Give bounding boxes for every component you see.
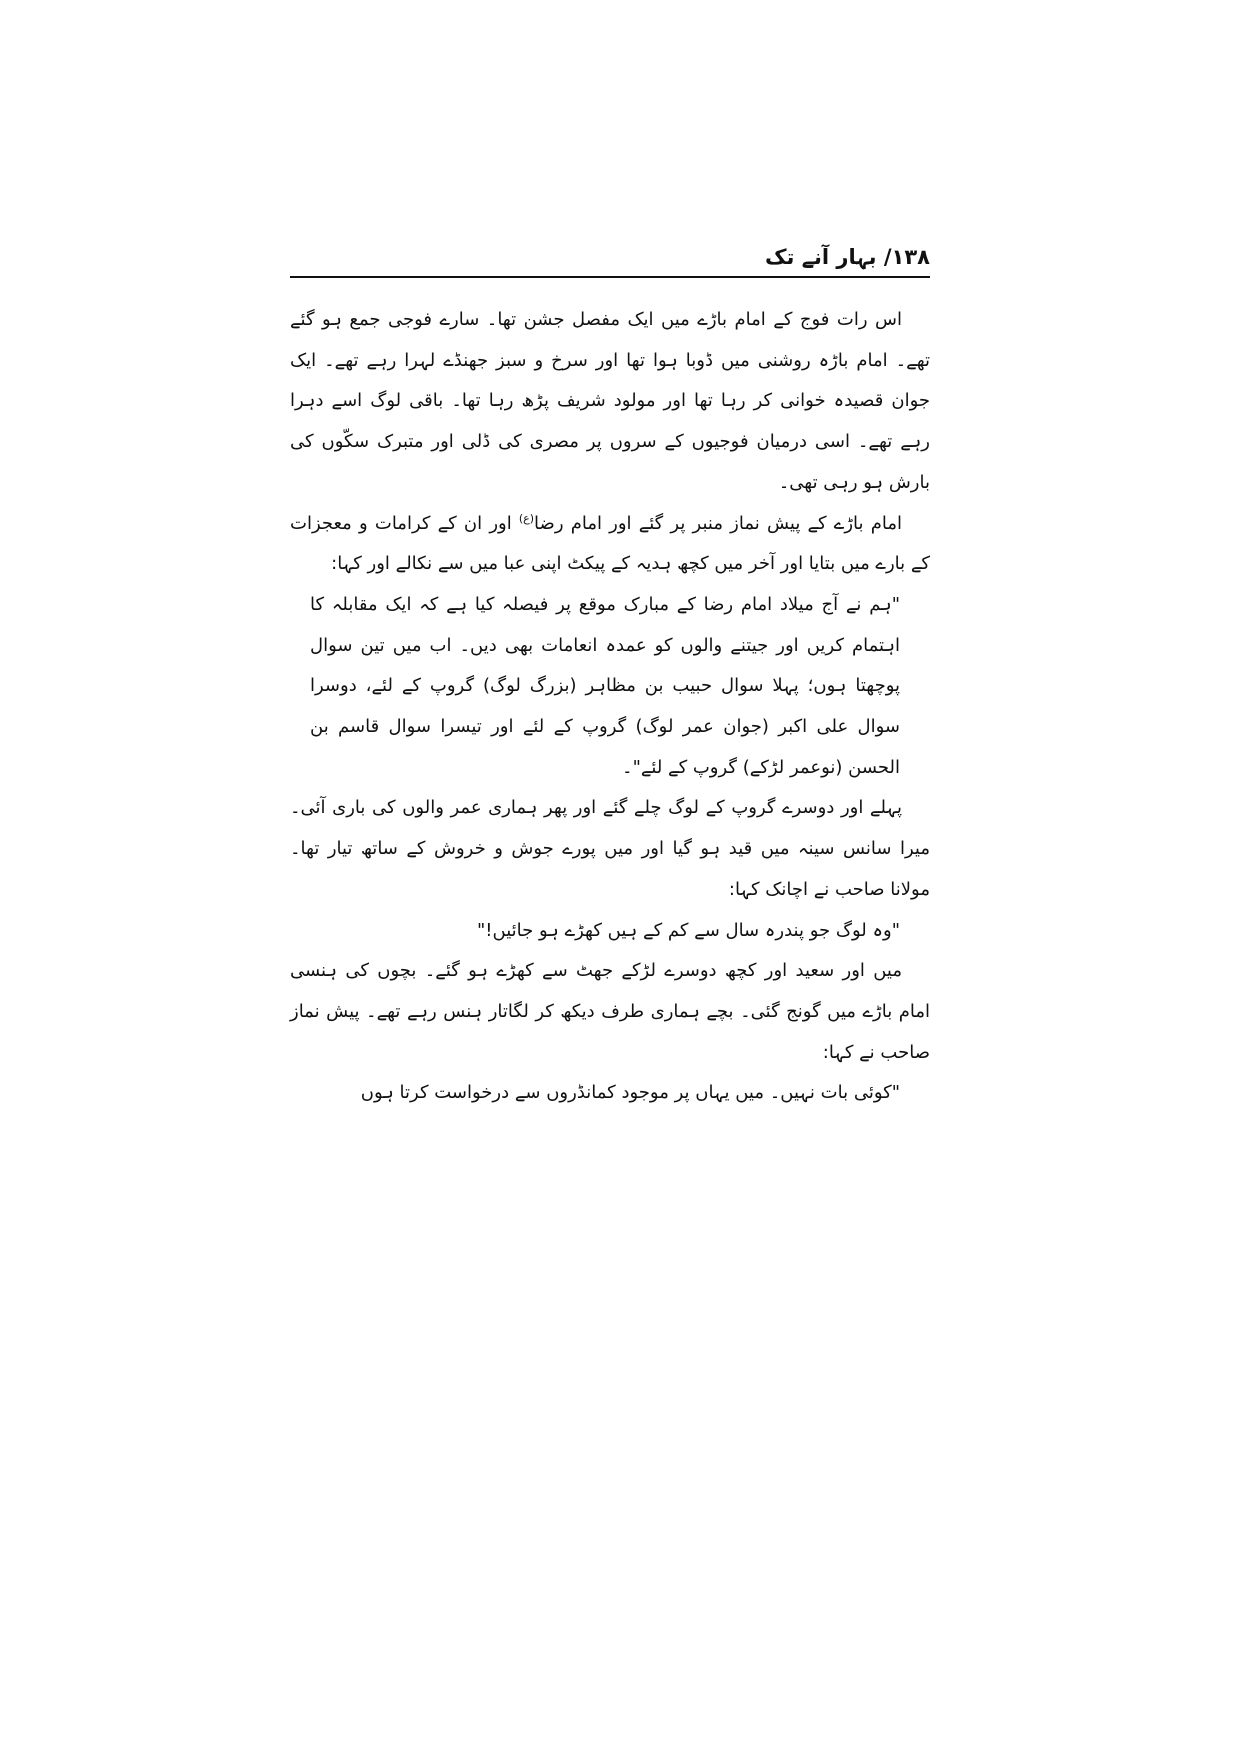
honorific-superscript: (ع) bbox=[518, 511, 535, 525]
paragraph-2-start: امام باڑے کے پیش نماز منبر پر گئے اور امام رضا bbox=[534, 512, 902, 534]
page-number-title: ۱۳۸/ بہار آنے تک bbox=[765, 245, 930, 269]
quote-block-3: "کوئی بات نہیں۔ میں یہاں پر موجود کمانڈروں سے درخواست کرتا ہوں bbox=[360, 1082, 900, 1104]
paragraph-2-end: اور ان کے کرامات و معجزات کے بارے میں بتایا اور آخر میں کچھ ہدیہ کے پیکٹ اپنی عبا میں سے نکالے اور کہا: bbox=[290, 512, 930, 575]
body-text bbox=[290, 300, 930, 1114]
quote-block-1: "ہم نے آج میلاد امام رضا کے مبارک موقع پر فیصلہ کیا ہے کہ ایک مقابلہ کا اہتمام کریں اور جیتنے والوں کو عمدہ انعامات بھی دیں۔ اب میں تین سوال پوچھتا ہوں؛ پہلا سوال حبیب بن مظاہر (بزرگ لوگ) گروپ کے لئے، دوسرا سوال علی اکبر (جوان عمر لوگ) گروپ کے لئے اور تیسرا سوال قاسم بن الحسن (نوعمر لڑکے) گروپ کے لئے"۔ bbox=[310, 593, 900, 778]
paragraph-4: میں اور سعید اور کچھ دوسرے لڑکے جھٹ سے کھڑے ہو گئے۔ بچوں کی ہنسی امام باڑے میں گونج گئی۔ بچے ہماری طرف دیکھ کر لگاتار ہنس رہے تھے۔ پیش نماز صاحب نے کہا: bbox=[290, 960, 930, 1063]
quote-block-2: "وہ لوگ جو پندرہ سال سے کم کے ہیں کھڑے ہو جائیں!" bbox=[477, 919, 900, 941]
running-header bbox=[290, 242, 930, 272]
paragraph-2 bbox=[290, 504, 930, 585]
header-rule bbox=[290, 276, 930, 278]
paragraph-1: اس رات فوج کے امام باڑے میں ایک مفصل جشن تھا۔ سارے فوجی جمع ہو گئے تھے۔ امام باڑہ روشنی میں ڈوبا ہوا تھا اور سرخ و سبز جھنڈے لہرا رہے تھے۔ ایک جوان قصیدہ خوانی کر رہا تھا اور مولود شریف پڑھ رہا تھا۔ باقی لوگ اسے دہرا رہے تھے۔ اسی درمیان فوجیوں کے سروں پر مصری کی ڈلی اور متبرک سکّوں کی بارش ہو رہی تھی۔ bbox=[290, 309, 930, 493]
paragraph-3: پہلے اور دوسرے گروپ کے لوگ چلے گئے اور پھر ہماری عمر والوں کی باری آئی۔ میرا سانس سینہ میں قید ہو گیا اور میں پورے جوش و خروش کے ساتھ تیار تھا۔ مولانا صاحب نے اچانک کہا: bbox=[290, 797, 930, 900]
